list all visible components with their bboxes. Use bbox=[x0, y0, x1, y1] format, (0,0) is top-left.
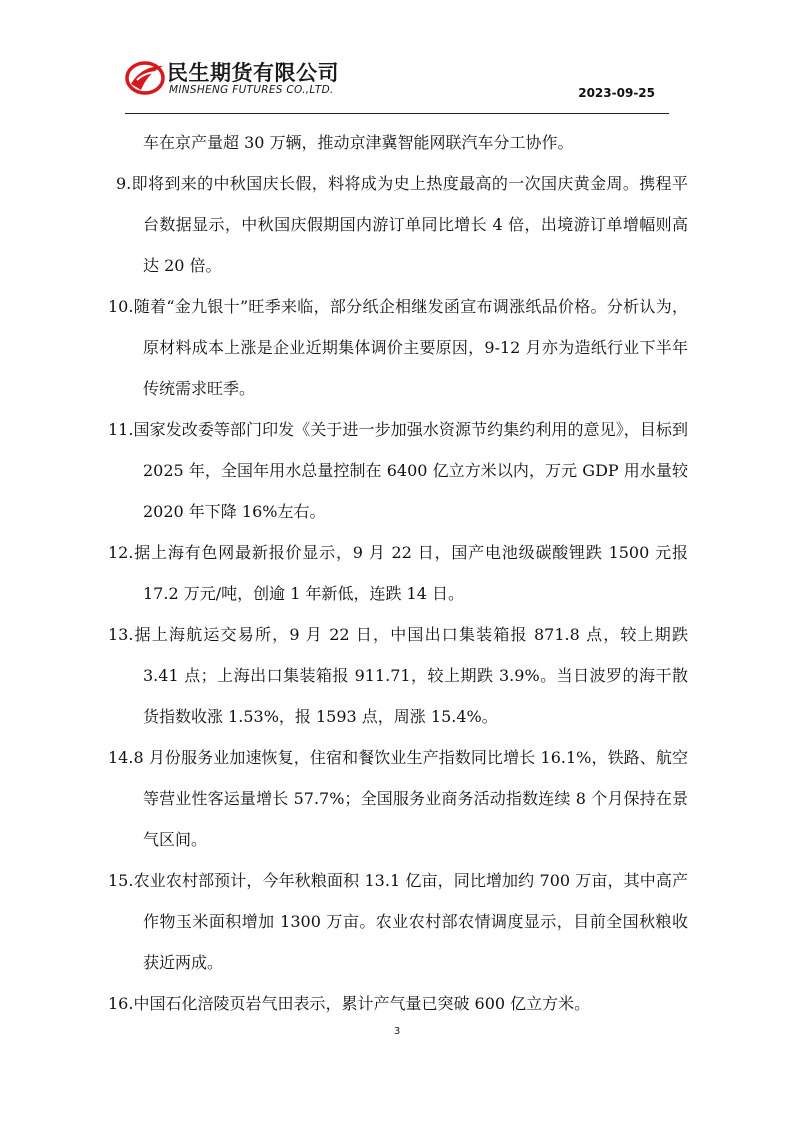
header-divider bbox=[125, 113, 669, 114]
page-number: 3 bbox=[393, 1026, 401, 1037]
list-item bbox=[116, 163, 688, 286]
list-item bbox=[108, 286, 688, 409]
item-number: 15. bbox=[108, 871, 134, 890]
news-content bbox=[108, 122, 688, 1024]
item-text: 即将到来的中秋国庆长假，料将成为史上热度最高的一次国庆黄金周。携程平台数据显示，中秋国庆假期国内游订单同比增长 4 倍，出境游订单增幅则高达 20 倍。 bbox=[131, 174, 688, 275]
item-text: 中国石化涪陵页岩气田表示，累计产气量已突破 600 亿立方米。 bbox=[133, 994, 591, 1013]
item-number: 11. bbox=[108, 420, 134, 439]
item-number: 14. bbox=[108, 748, 134, 767]
page-header bbox=[125, 54, 669, 116]
company-name-cn: 民生期货有限公司 bbox=[167, 61, 339, 85]
continuation-paragraph: 车在京产量超 30 万辆，推动京津冀智能网联汽车分工协作。 bbox=[143, 133, 574, 152]
item-text: 8 月份服务业加速恢复，住宿和餐饮业生产指数同比增长 16.1%，铁路、航空等营业性客运量增长 57.7%；全国服务业商务活动指数连续 8 个月保持在景气区间。 bbox=[133, 748, 688, 849]
item-text: 随着“金九银十”旺季来临，部分纸企相继发函宣布调涨纸品价格。分析认为，原材料成本上涨是企业近期集体调价主要原因，9-12 月亦为造纸行业下半年传统需求旺季。 bbox=[133, 297, 688, 398]
list-item bbox=[108, 860, 688, 983]
minsheng-logo-icon bbox=[125, 60, 165, 96]
item-text: 据上海航运交易所，9 月 22 日，中国出口集装箱报 871.8 点，较上期跌 3.41 点；上海出口集装箱报 911.71，较上期跌 3.9%。当日波罗的海干散货指数收涨 1.53%，报 1593 点，周涨 15.4%。 bbox=[133, 625, 688, 726]
list-item bbox=[108, 409, 688, 532]
item-number: 13. bbox=[108, 625, 134, 644]
report-date: 2023-09-25 bbox=[578, 86, 655, 100]
list-item bbox=[108, 614, 688, 737]
item-number: 9. bbox=[116, 174, 132, 193]
list-item bbox=[108, 983, 688, 1024]
list-item bbox=[108, 532, 688, 614]
item-text: 农业农村部预计，今年秋粮面积 13.1 亿亩，同比增加约 700 万亩，其中高产作物玉米面积增加 1300 万亩。农业农村部农情调度显示，目前全国秋粮收获近两成。 bbox=[133, 871, 688, 972]
company-name-en: MINSHENG FUTURES CO.,LTD. bbox=[169, 84, 334, 96]
item-number: 12. bbox=[108, 543, 134, 562]
item-text: 据上海有色网最新报价显示，9 月 22 日，国产电池级碳酸锂跌 1500 元报 17.2 万元/吨，创逾 1 年新低，连跌 14 日。 bbox=[133, 543, 688, 603]
item-number: 16. bbox=[108, 994, 134, 1013]
item-text: 国家发改委等部门印发《关于进一步加强水资源节约集约利用的意见》，目标到 2025 年，全国年用水总量控制在 6400 亿立方米以内，万元 GDP 用水量较 2020 年下降 16%左右。 bbox=[133, 420, 688, 521]
list-item bbox=[108, 737, 688, 860]
item-number: 10. bbox=[108, 297, 134, 316]
